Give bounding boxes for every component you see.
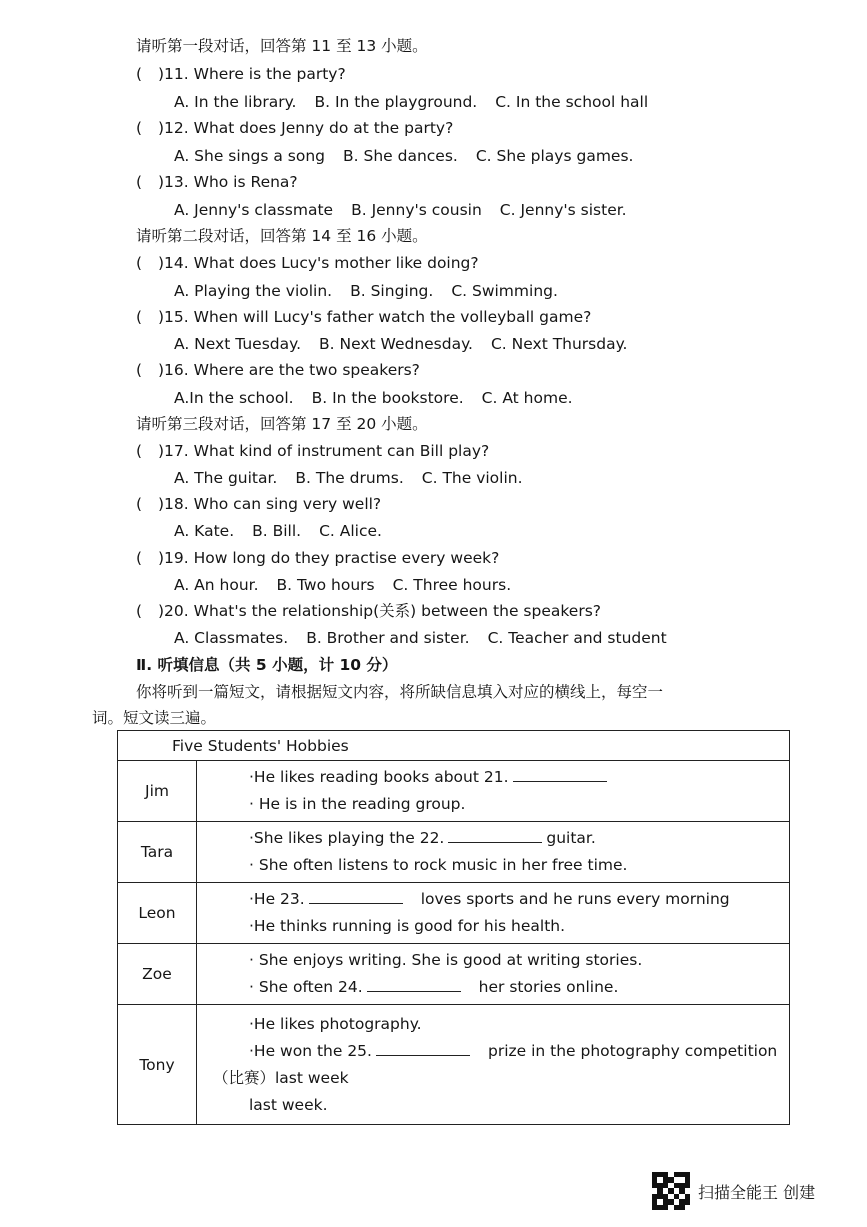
option: A.In the school. (174, 389, 294, 407)
option: A. In the library. (174, 93, 297, 111)
section-heading-3: 请听第三段对话，回答第 17 至 20 小题。 (136, 415, 428, 433)
table-row (118, 822, 790, 883)
section-heading-1: 请听第一段对话，回答第 11 至 13 小题。 (136, 37, 428, 55)
question-12: ( )12. What does Jenny do at the party? (136, 119, 454, 137)
table-title: Five Students' Hobbies (118, 731, 790, 761)
option: C. She plays games. (475, 147, 634, 165)
table-row (118, 761, 790, 822)
option: A. Playing the violin. (174, 282, 333, 300)
option: A. Classmates. (174, 629, 289, 647)
section-heading-2: 请听第二段对话，回答第 14 至 16 小题。 (136, 227, 428, 245)
options-12 (174, 146, 651, 166)
options-20 (174, 628, 685, 648)
option: B. Two hours (276, 576, 375, 594)
option: A. An hour. (174, 576, 259, 594)
option: C. In the school hall (495, 93, 649, 111)
question-15: ( )15. When will Lucy's father watch the volleyball game? (136, 308, 592, 326)
option: B. Jenny's cousin (351, 201, 482, 219)
option: C. Jenny's sister. (499, 201, 627, 219)
answer-blank-23[interactable] (309, 889, 403, 904)
question-17: ( )17. What kind of instrument can Bill play? (136, 442, 490, 460)
option: B. The drums. (295, 469, 404, 487)
part2-instruction-line1: 你将听到一篇短文，请根据短文内容，将所缺信息填入对应的横线上，每空一 (136, 683, 664, 701)
scanner-watermark (652, 1172, 815, 1210)
watermark-text: 扫描全能王 创建 (698, 1182, 816, 1202)
option: A. Jenny's classmate (174, 201, 334, 219)
option: B. She dances. (343, 147, 458, 165)
option: A. Kate. (174, 522, 235, 540)
answer-blank-25[interactable] (376, 1041, 470, 1056)
option: C. Alice. (319, 522, 382, 540)
question-20: ( )20. What's the relationship(关系) between the speakers? (136, 602, 602, 620)
qr-code-icon (652, 1172, 690, 1210)
answer-blank-21[interactable] (513, 767, 607, 782)
student-name: Tony (118, 1005, 197, 1125)
options-16 (174, 388, 591, 408)
part2-heading: Ⅱ. 听填信息（共 5 小题，计 10 分） (136, 656, 398, 674)
options-11 (174, 92, 666, 112)
options-19 (174, 575, 529, 595)
answer-blank-24[interactable] (367, 977, 461, 992)
question-11: ( )11. Where is the party? (136, 65, 346, 83)
answer-blank-22[interactable] (448, 828, 542, 843)
options-13 (174, 200, 645, 220)
options-14 (174, 281, 576, 301)
table-row (118, 1005, 790, 1125)
option: B. Bill. (252, 522, 302, 540)
student-info: ·He likes reading books about 21. · He is in the reading group. (197, 761, 790, 822)
option: B. In the bookstore. (311, 389, 464, 407)
option: B. Brother and sister. (306, 629, 470, 647)
table-row (118, 944, 790, 1005)
student-name: Zoe (118, 944, 197, 1005)
options-17 (174, 468, 541, 488)
student-info: ·He 23. loves sports and he runs every morning ·He thinks running is good for his health. (197, 883, 790, 944)
options-18 (174, 521, 400, 541)
option: B. In the playground. (314, 93, 478, 111)
student-info: · She enjoys writing. She is good at writing stories. · She often 24. her stories online. (197, 944, 790, 1005)
option: A. She sings a song (174, 147, 326, 165)
question-18: ( )18. Who can sing very well? (136, 495, 382, 513)
hobbies-table (117, 730, 790, 1125)
question-19: ( )19. How long do they practise every week? (136, 549, 500, 567)
option: B. Next Wednesday. (319, 335, 473, 353)
part2-instruction-line2: 词。短文读三遍。 (92, 709, 217, 727)
option: C. Swimming. (451, 282, 558, 300)
option: A. Next Tuesday. (174, 335, 301, 353)
student-info: ·She likes playing the 22. guitar. · She often listens to rock music in her free time. (197, 822, 790, 883)
option: C. Next Thursday. (490, 335, 628, 353)
option: B. Singing. (350, 282, 434, 300)
option: C. The violin. (421, 469, 523, 487)
student-name: Leon (118, 883, 197, 944)
question-13: ( )13. Who is Rena? (136, 173, 298, 191)
question-14: ( )14. What does Lucy's mother like doing? (136, 254, 479, 272)
student-name: Tara (118, 822, 197, 883)
question-16: ( )16. Where are the two speakers? (136, 361, 420, 379)
student-info: ·He likes photography. ·He won the 25. prize in the photography competition （比赛）last week last week. (197, 1005, 790, 1125)
table-row (118, 883, 790, 944)
option: C. Teacher and student (487, 629, 667, 647)
option: A. The guitar. (174, 469, 278, 487)
student-name: Jim (118, 761, 197, 822)
option: C. At home. (481, 389, 573, 407)
options-15 (174, 334, 646, 354)
option: C. Three hours. (392, 576, 512, 594)
